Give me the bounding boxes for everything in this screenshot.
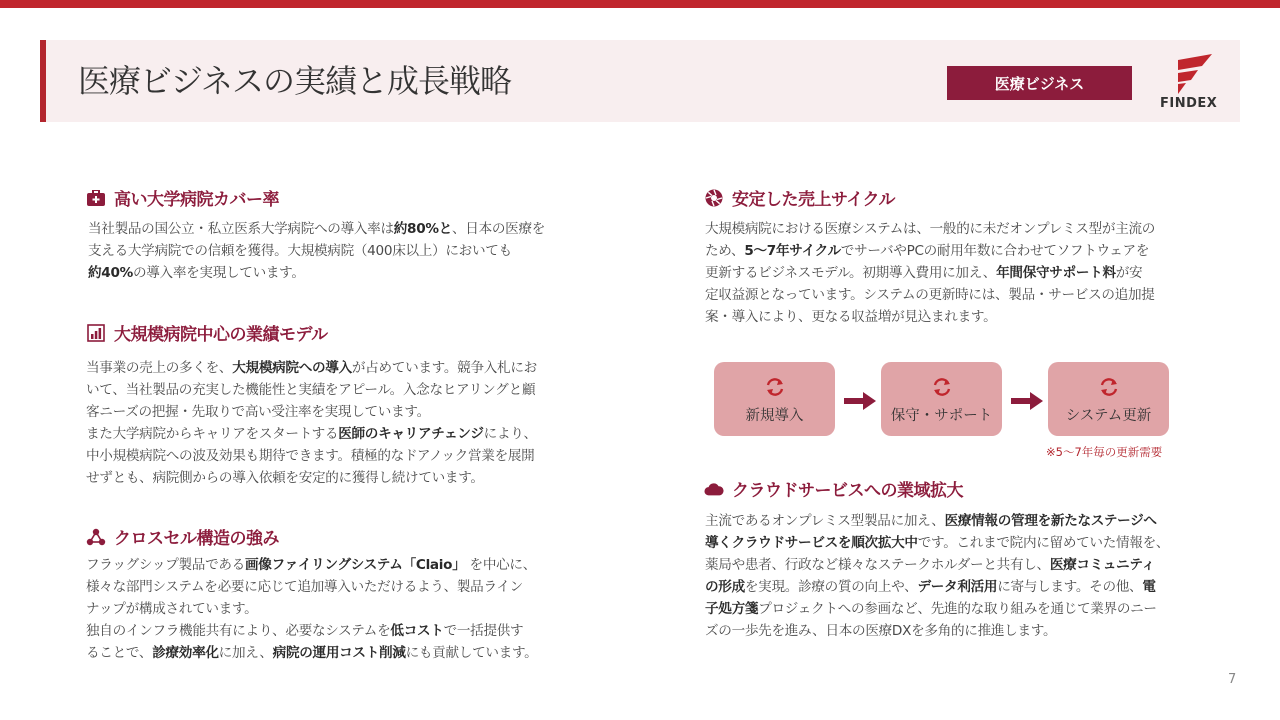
text-line	[705, 284, 1205, 306]
text-line	[705, 306, 1205, 328]
text-line	[86, 642, 586, 664]
text-segment: 案・導入により、更なる収益増が見込まれます。	[705, 309, 997, 325]
text-line	[86, 379, 576, 401]
text-segment: の導入率を実現しています。	[132, 265, 305, 281]
section-title-university	[86, 185, 279, 210]
flow-step-label: 新規導入	[745, 407, 804, 424]
text-segment: せずとも、病院側からの導入依頼を安定的に獲得し続けています。	[86, 470, 484, 486]
text-segment: 中小規模病院への波及効果も期待できます。積極的なドアノック営業を展開	[86, 448, 535, 464]
text-line	[86, 401, 576, 423]
text-line	[88, 240, 578, 262]
cloud-icon	[704, 479, 724, 499]
top-accent-bar	[0, 0, 1280, 8]
page-number: 7	[1228, 672, 1237, 687]
section-title-text: 高い大学病院カバー率	[114, 190, 279, 210]
text-line	[705, 218, 1205, 240]
text-segment: に加え、	[218, 645, 273, 661]
text-segment: 当社製品の国公立・私立医系大学病院への導入率は	[88, 221, 394, 237]
paragraph-cross-sell	[86, 554, 586, 664]
paragraph-stable-cycle	[705, 218, 1205, 328]
section-title-text: クロスセル構造の強み	[114, 529, 279, 549]
text-line	[705, 240, 1205, 262]
emphasis-text: 医師のキャリアチェンジ	[338, 426, 484, 442]
section-title-text: 安定した売上サイクル	[732, 190, 895, 210]
text-segment: にも貢献しています。	[405, 645, 538, 661]
emphasis-text: の形成	[705, 579, 745, 595]
text-line	[86, 620, 586, 642]
aperture-icon	[704, 188, 724, 208]
text-segment: ズの一歩先を進み、日本の医療DXを多角的に推進します。	[705, 623, 1057, 639]
emphasis-text: 年間保守サポート料	[996, 265, 1116, 281]
header-accent-bar	[40, 40, 46, 122]
network-icon	[86, 527, 106, 547]
text-line	[86, 598, 586, 620]
text-segment: です。これまで院内に留めていた情報を、	[917, 535, 1170, 551]
flow-step-system-update	[1048, 362, 1169, 436]
text-segment: でサーバやPCの耐用年数に合わせてソフトウェアを	[840, 243, 1150, 259]
text-line	[705, 510, 1205, 532]
text-segment: 様々な部門システムを必要に応じて追加導入いただけるよう、製品ライン	[86, 579, 523, 595]
text-line	[86, 576, 586, 598]
section-title-text: 大規模病院中心の業績モデル	[114, 325, 328, 345]
findex-logo	[1158, 54, 1226, 112]
emphasis-text: 導くクラウドサービスを順次拡大中	[705, 535, 918, 551]
text-segment: プロジェクトへの参画など、先進的な取り組みを通じて業界のニー	[758, 601, 1157, 617]
emphasis-text: 診療効率化	[152, 645, 219, 661]
emphasis-text: 電	[1142, 579, 1156, 595]
text-segment: が安	[1115, 265, 1143, 281]
text-segment: 当事業の売上の多くを、	[86, 360, 233, 376]
emphasis-text: 医療コミュニティ	[1049, 557, 1155, 573]
text-segment: 支える大学病院での信頼を獲得。大規模病院（400床以上）においても	[88, 243, 512, 259]
text-segment: ることで、	[86, 645, 153, 661]
arrow-right-icon	[1011, 392, 1043, 410]
section-title-text: クラウドサービスへの業域拡大	[732, 481, 963, 501]
section-title-cross-sell	[86, 524, 279, 549]
text-line	[88, 218, 578, 240]
bar-chart-icon	[86, 323, 106, 343]
text-line	[86, 467, 576, 489]
page-title: 医療ビジネスの実績と成長戦略	[78, 62, 512, 100]
paragraph-large-hospital	[86, 357, 576, 489]
section-title-cloud	[704, 476, 963, 501]
flow-step-new-install	[714, 362, 835, 436]
text-segment: フラッグシップ製品である	[86, 557, 245, 573]
text-segment: が占めています。競争入札にお	[351, 360, 537, 376]
emphasis-text: 大規模病院への導入	[232, 360, 352, 376]
text-segment: により、	[483, 426, 537, 442]
header	[40, 40, 1240, 122]
category-badge: 医療ビジネス	[947, 66, 1132, 100]
text-segment: 更新するビジネスモデル。初期導入費用に加え、	[705, 265, 997, 281]
text-segment: で一括提供す	[443, 623, 524, 639]
text-segment: 薬局や患者、行政など様々なステークホルダーと共有し、	[705, 557, 1050, 573]
text-segment: ナップが構成されています。	[86, 601, 258, 617]
text-segment: 主流であるオンプレミス型製品に加え、	[705, 513, 945, 529]
text-line	[88, 262, 578, 284]
text-line	[705, 532, 1205, 554]
text-segment: いて、当社製品の充実した機能性と実績をアピール。入念なヒアリングと顧	[86, 382, 536, 398]
text-line	[86, 445, 576, 467]
findex-logo-icon	[1174, 54, 1214, 94]
text-segment: ため、	[705, 243, 745, 259]
logo-text: FINDEX	[1160, 96, 1218, 111]
text-line	[86, 554, 586, 576]
flow-step-label: システム更新	[1065, 407, 1152, 424]
emphasis-text: 病院の運用コスト削減	[272, 645, 406, 661]
emphasis-text: 5〜7年サイクル	[744, 243, 841, 259]
section-title-stable-cycle	[704, 185, 895, 210]
flow-step-label: 保守・サポート	[890, 407, 993, 424]
text-line	[705, 598, 1205, 620]
refresh-icon	[931, 376, 953, 398]
emphasis-text: 子処方箋	[705, 601, 759, 617]
text-segment: を中心に、	[465, 557, 536, 573]
refresh-icon	[764, 376, 786, 398]
text-segment: 、日本の医療を	[452, 221, 546, 237]
paragraph-university	[88, 218, 578, 284]
text-line	[86, 423, 576, 445]
text-line	[705, 576, 1205, 598]
text-segment: 客ニーズの把握・先取りで高い受注率を実現しています。	[86, 404, 430, 420]
text-line	[705, 620, 1205, 642]
medical-kit-icon	[86, 188, 106, 208]
text-line	[705, 554, 1205, 576]
emphasis-text: 低コスト	[390, 623, 444, 639]
paragraph-cloud	[705, 510, 1205, 642]
section-title-large-hospital	[86, 320, 328, 345]
text-line	[86, 357, 576, 379]
arrow-right-icon	[844, 392, 876, 410]
refresh-icon	[1098, 376, 1120, 398]
text-line	[705, 262, 1205, 284]
text-segment: 独自のインフラ機能共有により、必要なシステムを	[86, 623, 391, 639]
text-segment: に寄与します。その他、	[997, 579, 1143, 595]
flow-note: ※5〜7年毎の更新需要	[1046, 445, 1163, 459]
text-segment: また大学病院からキャリアをスタートする	[86, 426, 339, 442]
text-segment: を実現。診療の質の向上や、	[744, 579, 918, 595]
emphasis-text: 画像ファイリングシステム「Claio」	[244, 557, 466, 573]
flow-step-maintenance	[881, 362, 1002, 436]
emphasis-text: 約80%と	[393, 221, 452, 237]
emphasis-text: 約40%	[88, 265, 133, 281]
text-segment: 定収益源となっています。システムの更新時には、製品・サービスの追加提	[705, 287, 1155, 303]
emphasis-text: 医療情報の管理を新たなステージへ	[944, 513, 1157, 529]
text-segment: 大規模病院における医療システムは、一般的に未だオンプレミス型が主流の	[705, 221, 1156, 237]
emphasis-text: データ利活用	[917, 579, 998, 595]
